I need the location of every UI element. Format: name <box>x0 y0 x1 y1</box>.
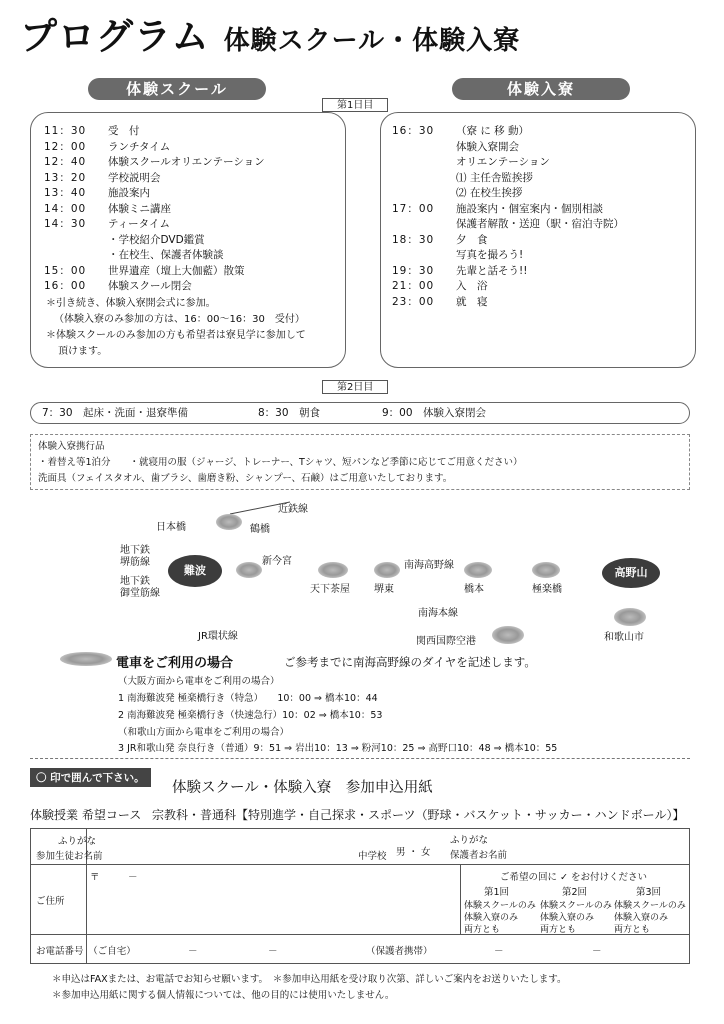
dorm-schedule-item <box>392 295 488 309</box>
dorm-schedule-activity: 就 寝 <box>456 295 488 308</box>
tengachaya-station <box>318 562 348 578</box>
form-note-1: ＊申込はFAXまたは、お電話でお知らせ願います。 ＊参加申込用紙を受け取り次第、詳しいご案内をお送りいたします。 <box>52 974 567 985</box>
school-schedule-item <box>44 155 265 169</box>
dorm-schedule-item <box>392 217 624 231</box>
school-section-label: 体験スクール <box>88 78 266 100</box>
train-wakayama: （和歌山方面から電車をご利用の場合） <box>118 727 290 738</box>
session-1-label: 第1回 <box>484 887 510 898</box>
train-osaka: （大阪方面から電車をご利用の場合） <box>118 676 280 687</box>
dorm-schedule-time: 16：30 <box>392 125 435 137</box>
dorm-schedule-activity: 写真を撮ろう! <box>456 249 524 261</box>
train-heading-note: ご参考までに南海高野線のダイヤを記述します。 <box>284 655 536 669</box>
nankai-main-line-label: 南海本線 <box>418 608 458 619</box>
bring-line-2: 洗面具（フェイスタオル、歯ブラシ、歯磨き粉、シャンプー、石鹸）はご用意いたしております。 <box>38 473 453 484</box>
circle-instruction-badge: 〇 印で囲んで下さい。 <box>30 768 151 787</box>
dorm-schedule-item <box>392 155 550 169</box>
school-schedule-time: 14：30 <box>44 218 87 230</box>
school-schedule-time: 16：00 <box>44 280 87 292</box>
session-2-option[interactable]: 体験スクールのみ <box>540 901 612 911</box>
nipponbashi-label: 日本橋 <box>156 522 186 533</box>
school-schedule-time: 12：40 <box>44 156 87 168</box>
dorm-schedule-item <box>392 186 522 200</box>
session-3-option[interactable]: 体験入寮のみ <box>614 913 669 923</box>
junior-high-label: 中学校 <box>358 851 387 862</box>
student-name-label: 参加生徒お名前 <box>36 851 103 862</box>
wakayamashi-label: 和歌山市 <box>604 632 644 643</box>
sakaihigashi-label: 堺東 <box>374 584 394 595</box>
day2-item-1: 7：30 起床・洗面・退寮準備 <box>42 407 189 419</box>
session-1-option[interactable]: 両方とも <box>464 925 501 935</box>
school-schedule-activity: 体験スクールオリエンテーション <box>108 156 265 168</box>
session-3-label: 第3回 <box>636 887 662 898</box>
day2-item-3: 9：00 体験入寮閉会 <box>382 407 487 419</box>
day2-label: 第2日目 <box>322 380 388 394</box>
mobile-label: （保護者携帯） <box>366 946 433 957</box>
course-options[interactable]: 宗教科・普通科【特別進学・自己探求・スポーツ（野球・バスケット・サッカー・ハンドボール）】 <box>152 808 685 822</box>
kix-station <box>492 626 524 644</box>
school-schedule-activity: 施設案内 <box>108 187 150 199</box>
school-schedule-time: 11：30 <box>44 125 87 137</box>
school-schedule-time: 15：00 <box>44 264 87 277</box>
dorm-schedule-item <box>392 279 488 293</box>
jr-loop-line-label: JR環状線 <box>198 631 238 642</box>
bring-title: 体験入寮携行品 <box>38 441 105 452</box>
train-route-1: 1 南海難波発 極楽橋行き（特急） 10：00 ⇒ 橋本10：44 <box>118 693 378 704</box>
gokurakubashi-station <box>532 562 560 578</box>
dorm-schedule-activity: ⑵ 在校生挨拶 <box>456 187 523 199</box>
phone-dash-1: － <box>188 946 198 957</box>
school-schedule-activity: ・在校生、保護者体験談 <box>108 249 224 261</box>
school-schedule-item <box>44 171 161 185</box>
shinimamiya-station <box>236 562 262 578</box>
session-instruction: ご希望の回に ✓ をお付けください <box>500 872 647 883</box>
school-schedule-activity: ティータイム <box>108 218 170 230</box>
dorm-schedule-activity: （寮 に 移 動） <box>456 125 530 137</box>
midosuji-line-label: 地下鉄 御堂筋線 <box>120 576 160 599</box>
address-field[interactable] <box>92 882 454 930</box>
session-3-option[interactable]: 両方とも <box>614 925 651 935</box>
shinimamiya-label: 新今宮 <box>262 556 292 567</box>
school-note: 頂けます。 <box>58 346 108 357</box>
school-schedule-activity: ・学校紹介DVD鑑賞 <box>108 233 205 246</box>
dorm-schedule-item <box>392 124 529 138</box>
hashimoto-label: 橋本 <box>464 584 484 595</box>
address-label: ご住所 <box>36 896 65 907</box>
bring-line-1: ・着替え等1泊分 ・就寝用の服（ジャージ、トレーナー、Tシャツ、短パンなど季節に応じてご用意ください） <box>38 457 523 468</box>
school-schedule-item <box>44 140 170 154</box>
school-schedule-time: 13：20 <box>44 171 87 184</box>
school-schedule-activity: 世界遺産（壇上大伽藍）散策 <box>108 264 245 277</box>
dorm-schedule-activity: 保護者解散・送迎（駅・宿泊寺院） <box>456 218 624 230</box>
koyasan-station: 高野山 <box>602 558 660 588</box>
dorm-schedule-activity: 入 浴 <box>456 280 488 292</box>
dorm-schedule-activity: 先輩と話そう!! <box>456 264 528 277</box>
train-heading: 電車をご利用の場合 <box>116 656 234 671</box>
parent-furigana-label: ふりがな <box>450 835 489 846</box>
koya-line-label: 南海高野線 <box>404 560 454 571</box>
train-route-2: 2 南海難波発 極楽橋行き（快速急行）10：02 ⇒ 橋本10：53 <box>118 710 383 721</box>
train-deco-1 <box>60 652 112 666</box>
mobile-dash-1: － <box>494 946 504 957</box>
session-2-option[interactable]: 両方とも <box>540 925 577 935</box>
school-schedule-time: 14：00 <box>44 202 87 215</box>
gokurakubashi-label: 極楽橋 <box>532 584 562 595</box>
form-note-2: ＊参加申込用紙に関する個人情報については、他の目的には使用いたしません。 <box>52 990 395 1001</box>
dorm-schedule-time: 18：30 <box>392 233 435 246</box>
school-note: ＊体験スクールのみ参加の方も希望者は寮見学に参加して <box>46 330 306 341</box>
session-3-option[interactable]: 体験スクールのみ <box>614 901 686 911</box>
school-schedule-item <box>44 264 245 278</box>
parent-name-label: 保護者お名前 <box>450 850 508 861</box>
school-schedule-item <box>44 202 171 216</box>
school-note: ＊引き続き、体験入寮開会式に参加。 <box>46 298 216 309</box>
dorm-schedule-item <box>392 202 603 216</box>
school-note: （体験入寮のみ参加の方は、16：00～16：30 受付） <box>54 314 305 325</box>
dorm-schedule-item <box>392 264 527 278</box>
sakaisuji-line-label: 地下鉄 堺筋線 <box>120 545 150 568</box>
school-schedule-activity: ランチタイム <box>108 140 171 153</box>
student-furigana-label: ふりがな <box>58 836 97 847</box>
school-schedule-item <box>44 233 205 247</box>
dorm-schedule-item <box>392 140 519 154</box>
title-subtitle: 体験スクール・体験入寮 <box>223 26 521 56</box>
dorm-schedule-activity: 夕 食 <box>456 233 488 246</box>
wakayamashi-station <box>614 608 646 626</box>
dorm-schedule-activity: 施設案内・個室案内・個別相談 <box>456 202 603 215</box>
dorm-schedule-activity: ⑴ 主任舎監挨拶 <box>456 171 533 184</box>
course-label: 体験授業 希望コース <box>30 808 142 822</box>
dorm-schedule-activity: オリエンテーション <box>456 156 550 168</box>
session-2-option[interactable]: 体験入寮のみ <box>540 913 595 923</box>
dorm-schedule-time: 21：00 <box>392 280 435 292</box>
page-title <box>20 6 520 60</box>
dorm-schedule-item <box>392 248 523 262</box>
tsuruhashi-label: 鶴橋 <box>250 524 270 535</box>
school-schedule-time: 13：40 <box>44 187 87 199</box>
school-schedule-activity: 体験ミニ講座 <box>108 202 171 215</box>
title-program: プログラム <box>20 15 210 58</box>
mobile-dash-2: － <box>592 946 602 957</box>
postal-code-field[interactable]: 〒 － <box>90 872 138 883</box>
dorm-schedule-time: 23：00 <box>392 295 435 308</box>
dorm-schedule-time: 17：00 <box>392 202 435 215</box>
form-title: 体験スクール・体験入寮 参加申込用紙 <box>172 780 433 796</box>
school-schedule-activity: 体験スクール閉会 <box>108 280 192 292</box>
dorm-schedule-activity: 体験入寮開会 <box>456 140 519 153</box>
train-route-3: 3 JR和歌山発 奈良行き（普通）9：51 ⇒ 岩出10：13 ⇒ 粉河10：25 ⇒ 高野口10：48 ⇒ 橋本10：55 <box>118 743 558 754</box>
hashimoto-station <box>464 562 492 578</box>
session-1-option[interactable]: 体験入寮のみ <box>464 913 519 923</box>
school-schedule-item <box>44 186 150 200</box>
sakaihigashi-station <box>374 562 400 578</box>
parent-name-field[interactable] <box>506 832 686 860</box>
phone-dash-2: － <box>268 946 278 957</box>
school-schedule-item <box>44 279 192 293</box>
day1-label: 第1日目 <box>322 98 388 112</box>
gender-choice[interactable]: 男 ・ 女 <box>396 847 431 858</box>
kix-label: 関西国際空港 <box>416 636 476 647</box>
nipponbashi-station <box>216 514 242 530</box>
school-schedule-item <box>44 217 170 231</box>
dorm-schedule-time: 19：30 <box>392 264 435 277</box>
tengachaya-label: 天下茶屋 <box>310 584 350 595</box>
namba-station: 難波 <box>168 555 222 587</box>
school-schedule-time: 12：00 <box>44 140 87 153</box>
cut-line <box>30 758 690 759</box>
school-schedule-activity: 学校説明会 <box>108 171 161 184</box>
phone-label: お電話番号 （ご自宅） <box>36 946 136 957</box>
school-schedule-activity: 受 付 <box>108 125 140 137</box>
day2-item-2: 8：30 朝食 <box>258 407 321 419</box>
kintetsu-line-label: 近鉄線 <box>278 504 308 515</box>
session-1-option[interactable]: 体験スクールのみ <box>464 901 536 911</box>
school-schedule-item <box>44 248 224 262</box>
school-schedule-item <box>44 124 140 138</box>
session-2-label: 第2回 <box>562 887 588 898</box>
student-name-field[interactable] <box>92 832 352 860</box>
dorm-schedule-item <box>392 233 488 247</box>
dorm-schedule-item <box>392 171 533 185</box>
dorm-section-label: 体験入寮 <box>452 78 630 100</box>
